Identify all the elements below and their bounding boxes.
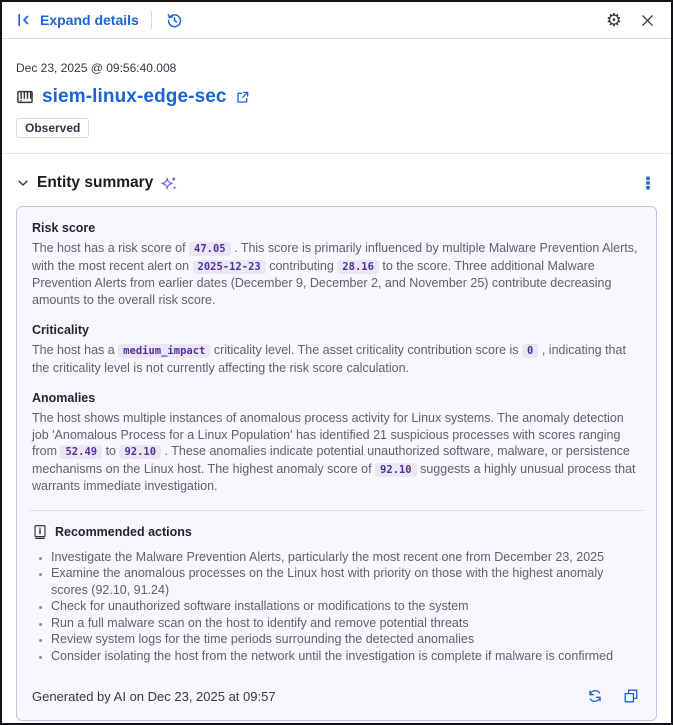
documentation-icon — [32, 524, 48, 540]
section-heading: Anomalies — [32, 391, 96, 405]
section-heading: Criticality — [32, 323, 89, 337]
observed-badge: Observed — [16, 118, 89, 138]
recommended-actions-header — [32, 524, 641, 540]
header-separator — [151, 11, 152, 29]
event-timestamp: Dec 23, 2025 @ 09:56:40.008 — [16, 61, 177, 75]
action-item: • Run a full malware scan on the host to identify and remove potential threats — [51, 615, 641, 632]
section-divider — [2, 153, 671, 154]
section-paragraph: The host has a medium_impact criticality level. The asset criticality contribution score is 0 , indicating that the criticality level is not currently affecting the risk score calculation. — [32, 343, 626, 375]
action-item: • Consider isolating the host from the network until the investigation is complete if malware is confirmed — [51, 648, 641, 665]
copy-icon — [623, 688, 639, 704]
copy-button[interactable] — [621, 686, 641, 706]
inline-code-value: 28.16 — [337, 260, 379, 274]
section-heading: Risk score — [32, 221, 96, 235]
inline-code-value: 2025-12-23 — [193, 260, 266, 274]
history-button[interactable] — [164, 10, 185, 31]
inline-code-value: 92.10 — [119, 445, 161, 459]
summary-footer — [32, 686, 641, 706]
recommended-actions-title: Recommended actions — [55, 524, 192, 539]
chevron-down-icon[interactable] — [16, 176, 30, 190]
flyout-body — [2, 39, 671, 721]
action-item: • Examine the anomalous processes on the Linux host with priority on those with the highest anomaly scores (92.10, 91.24) — [51, 565, 641, 598]
recommended-list — [32, 549, 641, 665]
inline-code-value: 52.49 — [60, 445, 102, 459]
expand-details-button[interactable] — [16, 12, 139, 28]
refresh-icon — [587, 688, 603, 704]
regenerate-button[interactable] — [585, 686, 605, 706]
gear-icon: ⚙ — [605, 10, 622, 30]
expand-details-label: Expand details — [40, 12, 139, 28]
close-button[interactable] — [638, 11, 657, 30]
open-in-new-icon[interactable] — [235, 90, 250, 105]
generated-by-text: Generated by AI on Dec 23, 2025 at 09:57 — [32, 688, 276, 704]
summary-menu-button[interactable] — [639, 173, 657, 193]
ai-sparkles-icon — [160, 174, 179, 193]
inline-code-value: 92.10 — [375, 463, 417, 477]
host-name-link[interactable]: siem-linux-edge-sec — [42, 86, 227, 107]
summary-sections — [32, 221, 641, 495]
action-item: • Investigate the Malware Prevention Alerts, particularly the most recent one from December 23, 2025 — [51, 549, 641, 566]
ai-summary-panel — [16, 206, 657, 721]
inline-code-value: medium_impact — [118, 344, 210, 358]
action-item: • Review system logs for the time periods surrounding the detected anomalies — [51, 631, 641, 648]
inline-code-value: 0 — [522, 344, 538, 358]
entity-summary-title: Entity summary — [37, 174, 154, 191]
entity-summary-header — [16, 173, 657, 193]
section-paragraph: The host has a risk score of 47.05 . This score is primarily influenced by multiple Malware Prevention Alerts, with the most recent alert on 2025-12-23 contributing 28.16 to the score. Three additional Malware Prevention Alerts from earlier dates (December 9, December 2, and November 25) contribute decreasing amounts to the overall risk score. — [32, 241, 638, 307]
three-dots-vertical-icon — [641, 175, 655, 191]
host-storage-icon — [16, 88, 34, 106]
panel-divider — [29, 510, 644, 511]
history-icon — [166, 12, 183, 29]
entity-title-row — [16, 86, 657, 108]
action-item: • Check for unauthorized software installations or modifications to the system — [51, 598, 641, 615]
collapse-left-icon — [16, 12, 32, 28]
inline-code-value: 47.05 — [189, 242, 231, 256]
settings-button[interactable] — [604, 9, 624, 31]
section-paragraph: The host shows multiple instances of anomalous process activity for Linux systems. The anomaly detection job 'Anomalous Process for a Linux Population' has identified 21 suspicious processes with scores ranging from 52.49 to 92.10 . These anomalies indicate potential unauthorized software, malware, or persistence mechanisms on the Linux host. The highest anomaly score of 92.10 suggests a highly unusual process that warrants immediate investigation. — [32, 411, 636, 493]
flyout-header — [2, 2, 671, 39]
close-icon — [640, 13, 655, 28]
